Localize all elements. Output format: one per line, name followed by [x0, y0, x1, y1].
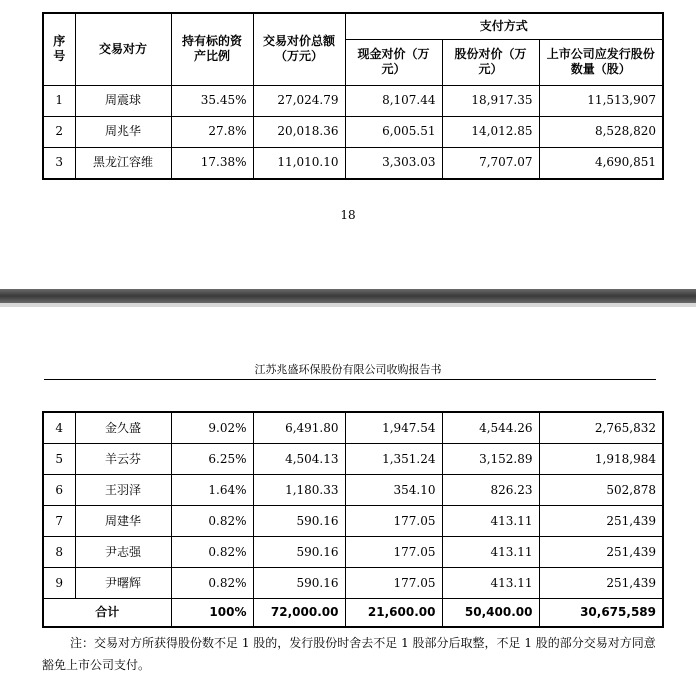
cell-price: 590.16 — [253, 537, 345, 568]
cell-ratio: 0.82% — [171, 568, 253, 599]
cell-ratio: 17.38% — [171, 147, 253, 179]
table-row — [43, 116, 663, 147]
header-seq: 序号 — [43, 13, 75, 85]
cell-name: 周兆华 — [75, 116, 171, 147]
page-divider — [0, 289, 696, 303]
page-number: 18 — [340, 208, 356, 222]
cell-count: 1,918,984 — [539, 444, 663, 475]
cell-name: 尹曙辉 — [75, 568, 171, 599]
cell-count: 251,439 — [539, 568, 663, 599]
cell-ratio: 27.8% — [171, 116, 253, 147]
cell-name: 黑龙江容维 — [75, 147, 171, 179]
cell-price: 20,018.36 — [253, 116, 345, 147]
cell-share: 413.11 — [442, 568, 539, 599]
header-payment: 支付方式 — [345, 13, 663, 39]
cell-ratio: 35.45% — [171, 85, 253, 116]
cell-seq: 2 — [43, 116, 75, 147]
cell-share: 413.11 — [442, 537, 539, 568]
cell-cash: 354.10 — [345, 475, 442, 506]
cell-count: 2,765,832 — [539, 412, 663, 444]
footnote: 注：交易对方所获得股份数不足 1 股的，发行股份时舍去不足 1 股部分后取整，不足 1 股的部分交易对方同意豁免上市公司支付。 — [42, 636, 656, 672]
cell-cash: 177.05 — [345, 537, 442, 568]
cell-cash: 6,005.51 — [345, 116, 442, 147]
cell-count: 251,439 — [539, 506, 663, 537]
cell-seq: 8 — [43, 537, 75, 568]
cell-cash: 177.05 — [345, 506, 442, 537]
cell-price: 590.16 — [253, 506, 345, 537]
cell-ratio: 0.82% — [171, 537, 253, 568]
cell-count: 502,878 — [539, 475, 663, 506]
transaction-table-bottom — [42, 411, 664, 628]
cell-share: 7,707.07 — [442, 147, 539, 179]
cell-seq: 1 — [43, 85, 75, 116]
total-share: 50,400.00 — [442, 599, 539, 628]
cell-count: 251,439 — [539, 537, 663, 568]
cell-cash: 3,303.03 — [345, 147, 442, 179]
cell-price: 27,024.79 — [253, 85, 345, 116]
table-row — [43, 475, 663, 506]
cell-seq: 3 — [43, 147, 75, 179]
table-row — [43, 444, 663, 475]
cell-seq: 7 — [43, 506, 75, 537]
cell-cash: 1,351.24 — [345, 444, 442, 475]
table-row — [43, 506, 663, 537]
header-shares-count: 上市公司应发行股份数量（股） — [539, 39, 663, 85]
table-row — [43, 85, 663, 116]
cell-price: 6,491.80 — [253, 412, 345, 444]
total-price: 72,000.00 — [253, 599, 345, 628]
cell-name: 金久盛 — [75, 412, 171, 444]
cell-cash: 177.05 — [345, 568, 442, 599]
cell-ratio: 1.64% — [171, 475, 253, 506]
cell-price: 4,504.13 — [253, 444, 345, 475]
cell-ratio: 0.82% — [171, 506, 253, 537]
cell-share: 826.23 — [442, 475, 539, 506]
cell-share: 3,152.89 — [442, 444, 539, 475]
cell-share: 14,012.85 — [442, 116, 539, 147]
cell-ratio: 6.25% — [171, 444, 253, 475]
cell-ratio: 9.02% — [171, 412, 253, 444]
table-row — [43, 537, 663, 568]
cell-share: 4,544.26 — [442, 412, 539, 444]
cell-seq: 9 — [43, 568, 75, 599]
cell-name: 尹志强 — [75, 537, 171, 568]
total-cash: 21,600.00 — [345, 599, 442, 628]
cell-name: 周震球 — [75, 85, 171, 116]
cell-name: 羊云芬 — [75, 444, 171, 475]
cell-price: 1,180.33 — [253, 475, 345, 506]
header-rule — [44, 379, 656, 380]
total-row — [43, 599, 663, 628]
total-label: 合计 — [43, 599, 171, 628]
cell-seq: 5 — [43, 444, 75, 475]
cell-price: 590.16 — [253, 568, 345, 599]
cell-price: 11,010.10 — [253, 147, 345, 179]
table-row — [43, 147, 663, 179]
header-price: 交易对价总额（万元） — [253, 13, 345, 85]
cell-count: 8,528,820 — [539, 116, 663, 147]
cell-seq: 4 — [43, 412, 75, 444]
cell-count: 11,513,907 — [539, 85, 663, 116]
cell-cash: 8,107.44 — [345, 85, 442, 116]
header-share: 股份对价（万元） — [442, 39, 539, 85]
cell-name: 王羽泽 — [75, 475, 171, 506]
page-header: 江苏兆盛环保股份有限公司收购报告书 — [254, 363, 442, 376]
header-counterparty: 交易对方 — [75, 13, 171, 85]
transaction-table-top — [42, 12, 664, 180]
table-row — [43, 412, 663, 444]
table-row — [43, 568, 663, 599]
header-ratio: 持有标的资产比例 — [171, 13, 253, 85]
total-count: 30,675,589 — [539, 599, 663, 628]
cell-share: 18,917.35 — [442, 85, 539, 116]
cell-count: 4,690,851 — [539, 147, 663, 179]
cell-cash: 1,947.54 — [345, 412, 442, 444]
cell-name: 周建华 — [75, 506, 171, 537]
cell-seq: 6 — [43, 475, 75, 506]
cell-share: 413.11 — [442, 506, 539, 537]
header-cash: 现金对价（万元） — [345, 39, 442, 85]
total-ratio: 100% — [171, 599, 253, 628]
